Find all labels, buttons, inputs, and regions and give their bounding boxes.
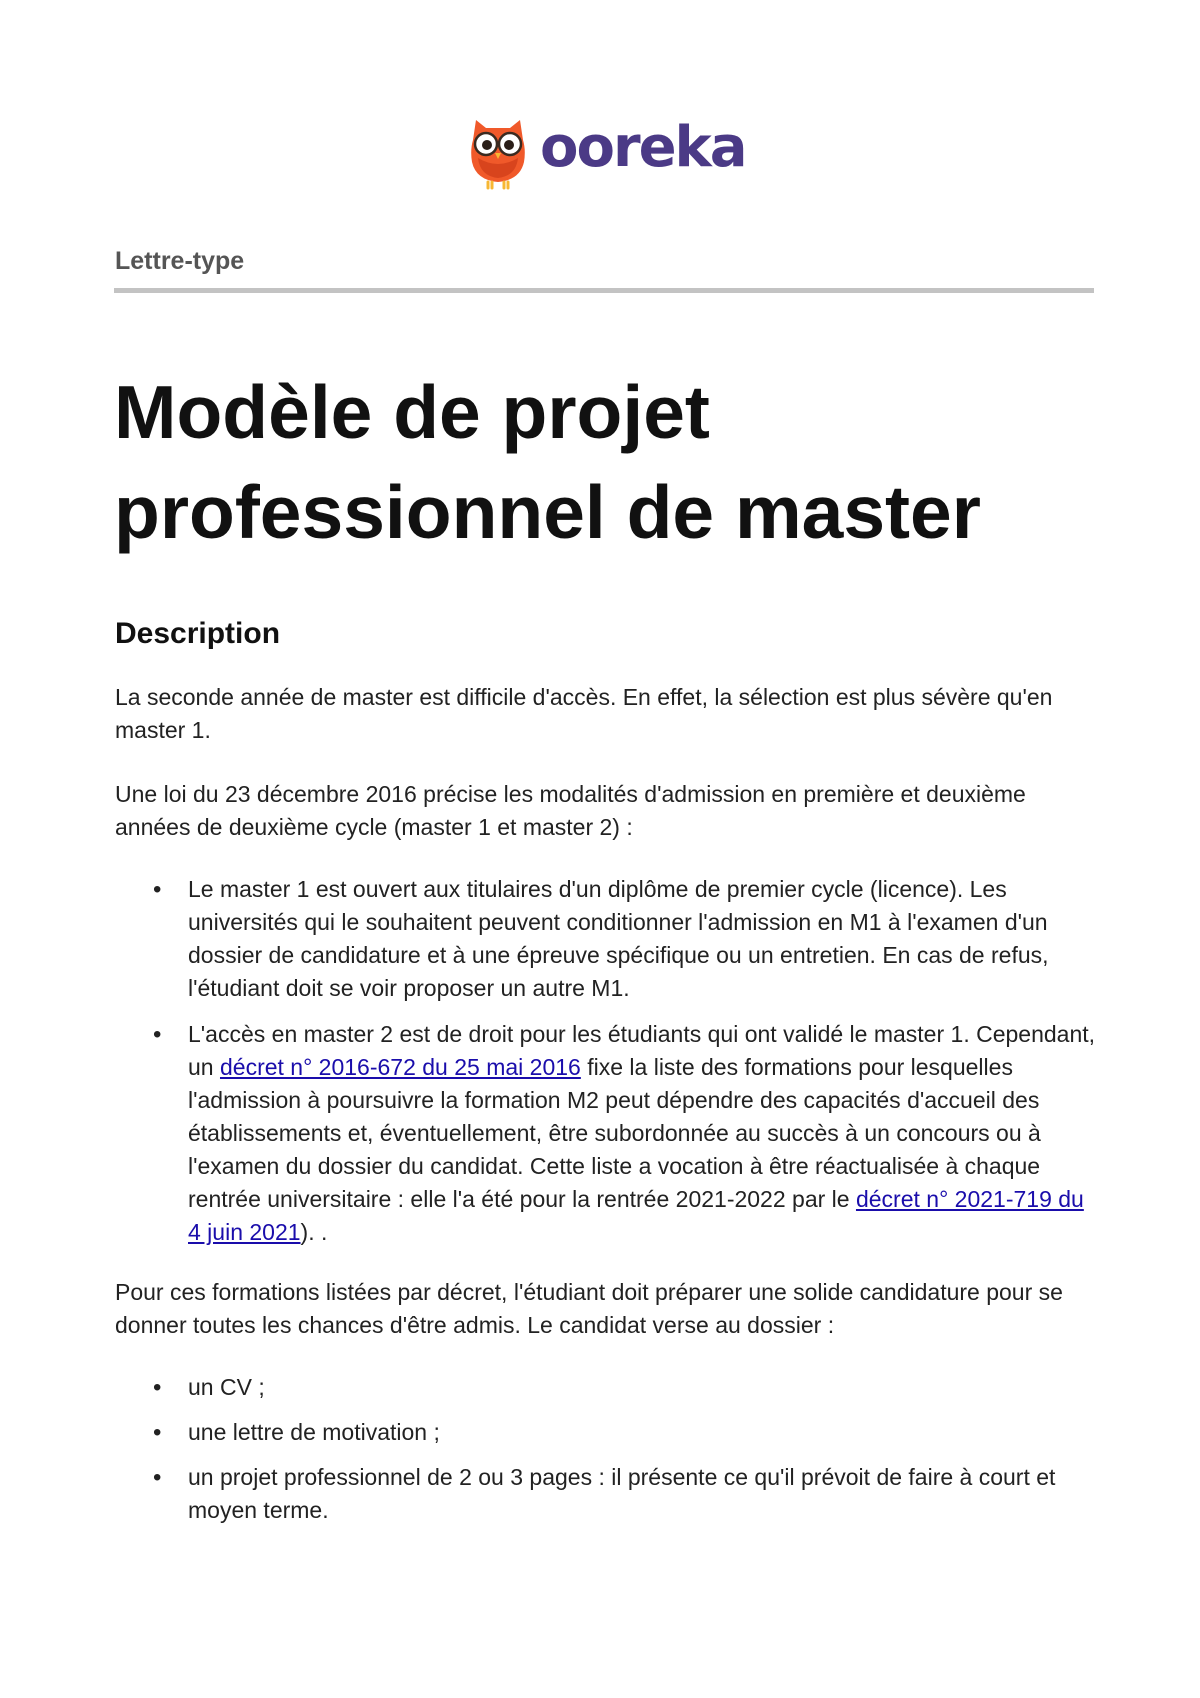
list-item-text: fixe la liste des formations pour lesquelles l'admission à poursuivre la formation M2 peut dépendre des capacités d'accueil des établissements et, éventuellement, être subordonnée au succès à un concours ou à l'examen du dossier du candidat. Cette liste a vocation à être réactualisée à chaque rentrée universitaire : elle l'a été pour la rentrée 2021-2022 par le: [188, 1054, 1041, 1212]
paragraph: La seconde année de master est difficile d'accès. En effet, la sélection est plus sévère qu'en master 1.: [115, 684, 1053, 743]
bullet: •: [153, 1419, 162, 1446]
list-item: [115, 1018, 1100, 1249]
list-item: [115, 1461, 1100, 1527]
list-item: [115, 1371, 1100, 1404]
page-title: Modèle de projet professionnel de master: [114, 370, 981, 554]
paragraph: Pour ces formations listées par décret, l'étudiant doit préparer une solide candidature pour se donner toutes les chances d'être admis. Le candidat verse au dossier :: [115, 1279, 1063, 1338]
list-item-text: un CV ;: [188, 1374, 265, 1400]
list-item-text: ). .: [300, 1219, 328, 1245]
ooreka-logo: [466, 112, 746, 190]
logo-text: ooreka: [540, 115, 746, 180]
paragraph: Une loi du 23 décembre 2016 précise les modalités d'admission en première et deuxième années de deuxième cycle (master 1 et master 2) :: [115, 781, 1026, 840]
decree-2016-link[interactable]: décret n° 2016-672 du 25 mai 2016: [219, 1054, 581, 1080]
document-type-label: Lettre-type: [115, 247, 245, 275]
decree-2021-link[interactable]: décret n° 2021-719 du 4 juin 2021: [188, 1186, 1084, 1245]
section-heading: Description: [115, 617, 281, 650]
list-item-text: un projet professionnel de 2 ou 3 pages : il présente ce qu'il prévoit de faire à court et moyen terme.: [188, 1464, 1056, 1523]
dossier-list: [115, 1371, 1100, 1527]
bullet: •: [153, 1021, 162, 1048]
admission-list: [115, 873, 1100, 1249]
list-item-text: une lettre de motivation ;: [188, 1419, 440, 1445]
list-item: [115, 1416, 1100, 1449]
list-item: [115, 873, 1100, 1005]
header-divider: [114, 288, 1094, 293]
owl-icon: [466, 112, 530, 190]
bullet: •: [153, 1374, 162, 1401]
bullet: •: [153, 876, 162, 903]
bullet: •: [153, 1464, 162, 1491]
list-item-text: Le master 1 est ouvert aux titulaires d'un diplôme de premier cycle (licence). Les universités qui le souhaitent peuvent conditionner l'admission en M1 à l'examen d'un dossier de candidature et à une épreuve spécifique ou un entretien. En cas de refus, l'étudiant doit se voir proposer un autre M1.: [188, 876, 1049, 1001]
list-item-text: L'accès en master 2 est de droit pour les étudiants qui ont validé le master 1. Cependant, un: [188, 1021, 1096, 1080]
